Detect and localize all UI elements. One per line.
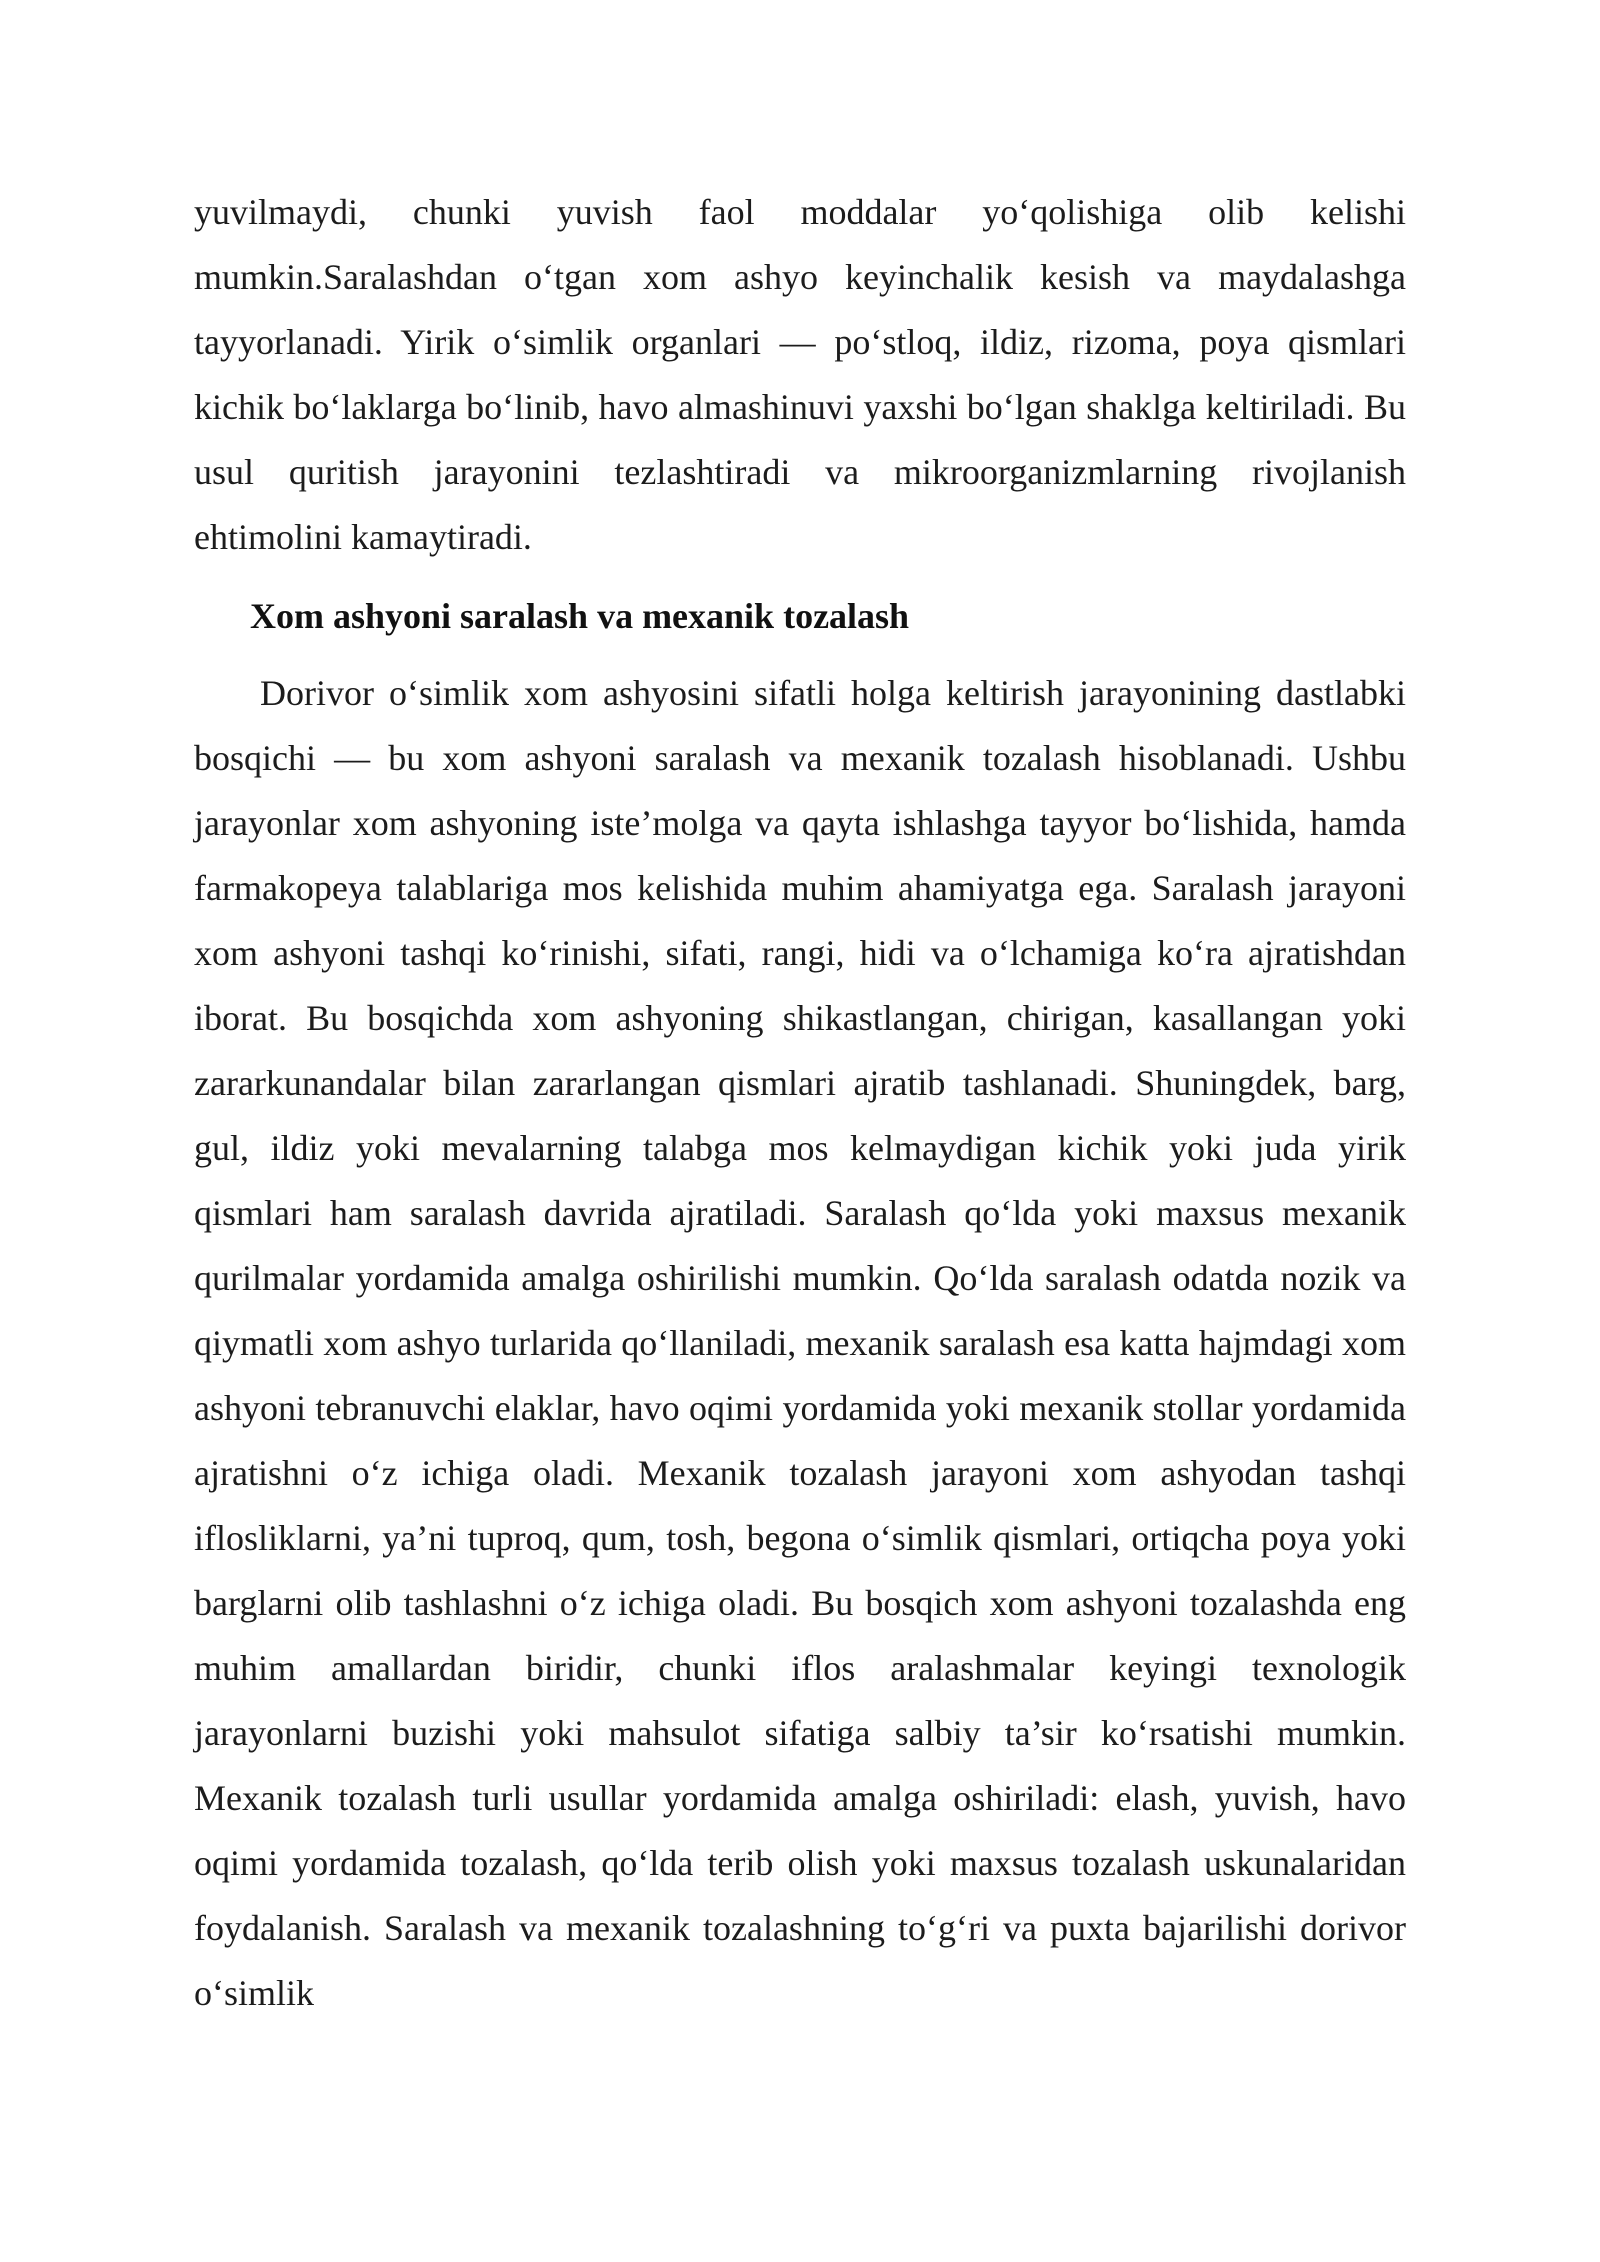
paragraph-section-body: Dorivor o‘simlik xom ashyosini sifatli holga keltirish jarayonining dastlabki bosqichi — bu xom ashyoni saralash va mexanik tozalash hisoblanadi. Ushbu jarayonlar xom ashyoning iste’molga va qayta ishlashga tayyor bo‘lishida, hamda farmakopeya talablariga mos kelishida muhim ahamiyatga ega. Saralash jarayoni xom ashyoni tashqi ko‘rinishi, sifati, rangi, hidi va o‘lchamiga ko‘ra ajratishdan iborat. Bu bosqichda xom ashyoning shikastlangan, chirigan, kasallangan yoki zararkunandalar bilan zararlangan qismlari ajratib tashlanadi. Shuningdek, barg, gul, ildiz yoki mevalarning talabga mos kelmaydigan kichik yoki juda yirik qismlari ham saralash davrida ajratiladi. Saralash qo‘lda yoki maxsus mexanik qurilmalar yordamida amalga oshirilishi mumkin. Qo‘lda saralash odatda nozik va qiymatli xom ashyo turlarida qo‘llaniladi, mexanik saralash esa katta hajmdagi xom ashyoni tebranuvchi elaklar, havo oqimi yordamida yoki mexanik stollar yordamida ajratishni o‘z ichiga oladi. Mexanik tozalash jarayoni xom ashyodan tashqi iflosliklarni, ya’ni tuproq, qum, tosh, begona o‘simlik qismlari, ortiqcha poya yoki barglarni olib tashlashni o‘z ichiga oladi. Bu bosqich xom ashyoni tozalashda eng muhim amallardan biridir, chunki iflos aralashmalar keyingi texnologik jarayonlarni buzishi yoki mahsulot sifatiga salbiy ta’sir ko‘rsatishi mumkin. Mexanik tozalash turli usullar yordamida amalga oshiriladi: elash, yuvish, havo oqimi yordamida tozalash, qo‘lda terib olish yoki maxsus tozalash uskunalaridan foydalanish. Saralash va mexanik tozalashning to‘g‘ri va puxta bajarilishi dorivor o‘simlik: [194, 673, 1406, 2013]
page-content: [194, 180, 1406, 2026]
section-heading: Xom ashyoni saralash va mexanik tozalash: [250, 596, 910, 636]
paragraph-continuation: yuvilmaydi, chunki yuvish faol moddalar yo‘qolishiga olib kelishi mumkin.Saralashdan o‘tgan xom ashyo keyinchalik kesish va maydalashga tayyorlanadi. Yirik o‘simlik organlari — po‘stloq, ildiz, rizoma, poya qismlari kichik bo‘laklarga bo‘linib, havo almashinuvi yaxshi bo‘lgan shaklga keltiriladi. Bu usul quritish jarayonini tezlashtiradi va mikroorganizmlarning rivojlanish ehtimolini kamaytiradi.: [194, 192, 1406, 557]
